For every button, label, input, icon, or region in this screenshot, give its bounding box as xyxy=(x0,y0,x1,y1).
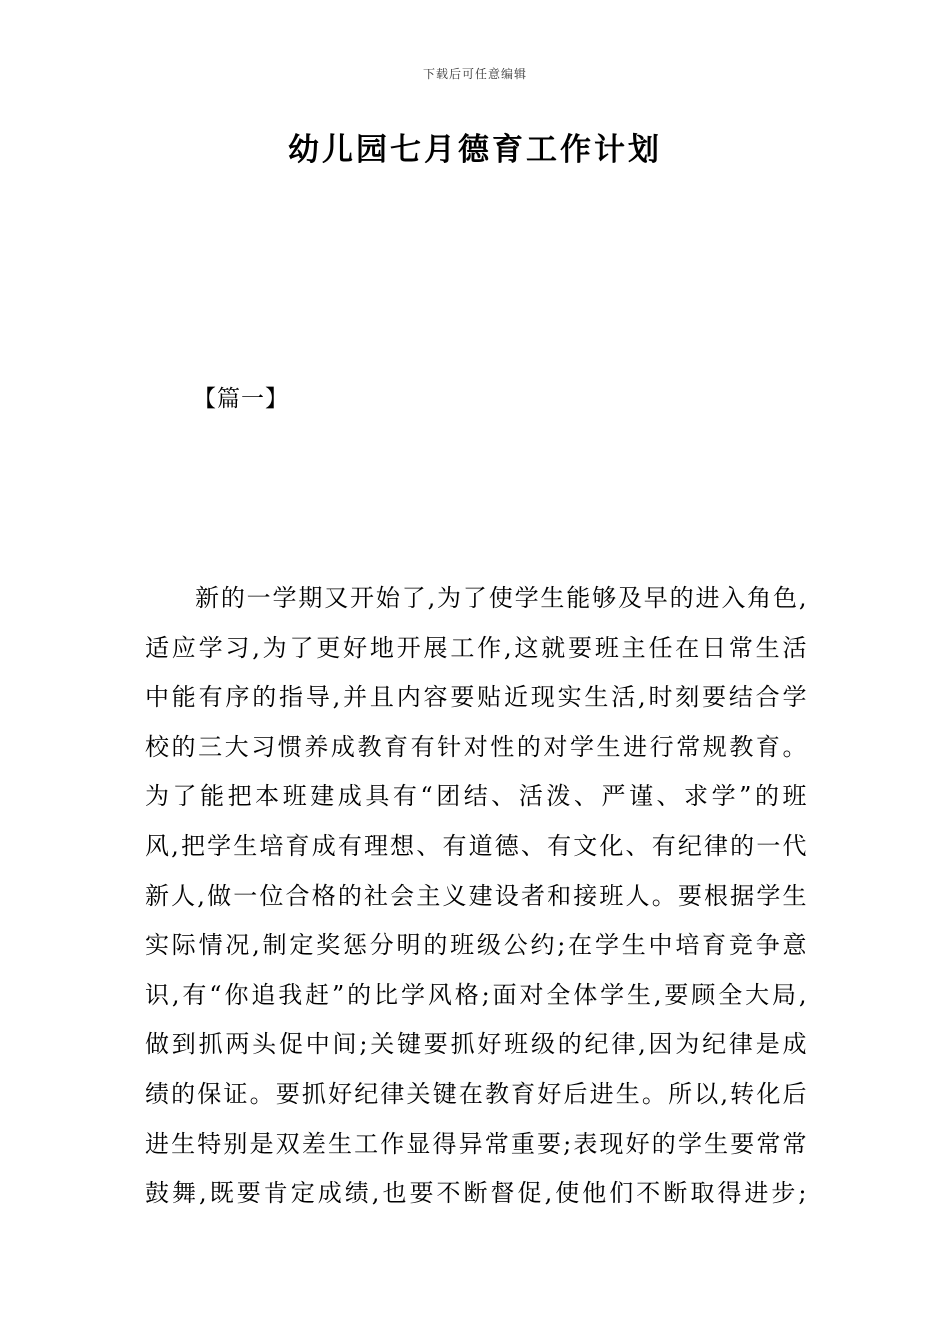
paragraph-line: 适应学习,为了更好地开展工作,这就要班主任在日常生活 xyxy=(145,633,807,662)
paragraph-line: 绩的保证。要抓好纪律关键在教育好后进生。所以,转化后 xyxy=(145,1079,807,1108)
header-note: 下载后可任意编辑 xyxy=(422,67,527,81)
paragraph-line: 实际情况,制定奖惩分明的班级公约;在学生中培育竞争意 xyxy=(145,931,807,960)
paragraph-line: 新的一学期又开始了,为了使学生能够及早的进入角色, xyxy=(195,584,807,612)
body-paragraph xyxy=(145,574,807,1219)
section-heading: 【篇一】 xyxy=(193,386,289,412)
paragraph-line: 中能有序的指导,并且内容要贴近现实生活,时刻要结合学 xyxy=(145,683,807,712)
paragraph-line: 新人,做一位合格的社会主义建设者和接班人。要根据学生 xyxy=(145,881,807,910)
paragraph-line: 进生特别是双差生工作显得异常重要;表现好的学生要常常 xyxy=(145,1129,807,1158)
paragraph-line: 风,把学生培育成有理想、有道德、有文化、有纪律的一代 xyxy=(145,831,807,860)
paragraph-line: 识,有“你追我赶”的比学风格;面对全体学生,要顾全大局, xyxy=(145,980,807,1009)
paragraph-line: 鼓舞,既要肯定成绩,也要不断督促,使他们不断取得进步; xyxy=(145,1179,807,1208)
paragraph-line: 做到抓两头促中间;关键要抓好班级的纪律,因为纪律是成 xyxy=(145,1030,807,1059)
paragraph-line: 为了能把本班建成具有“团结、活泼、严谨、求学”的班 xyxy=(145,782,807,811)
paragraph-line: 校的三大习惯养成教育有针对性的对学生进行常规教育。 xyxy=(145,732,807,761)
document-title: 幼儿园七月德育工作计划 xyxy=(288,132,662,168)
